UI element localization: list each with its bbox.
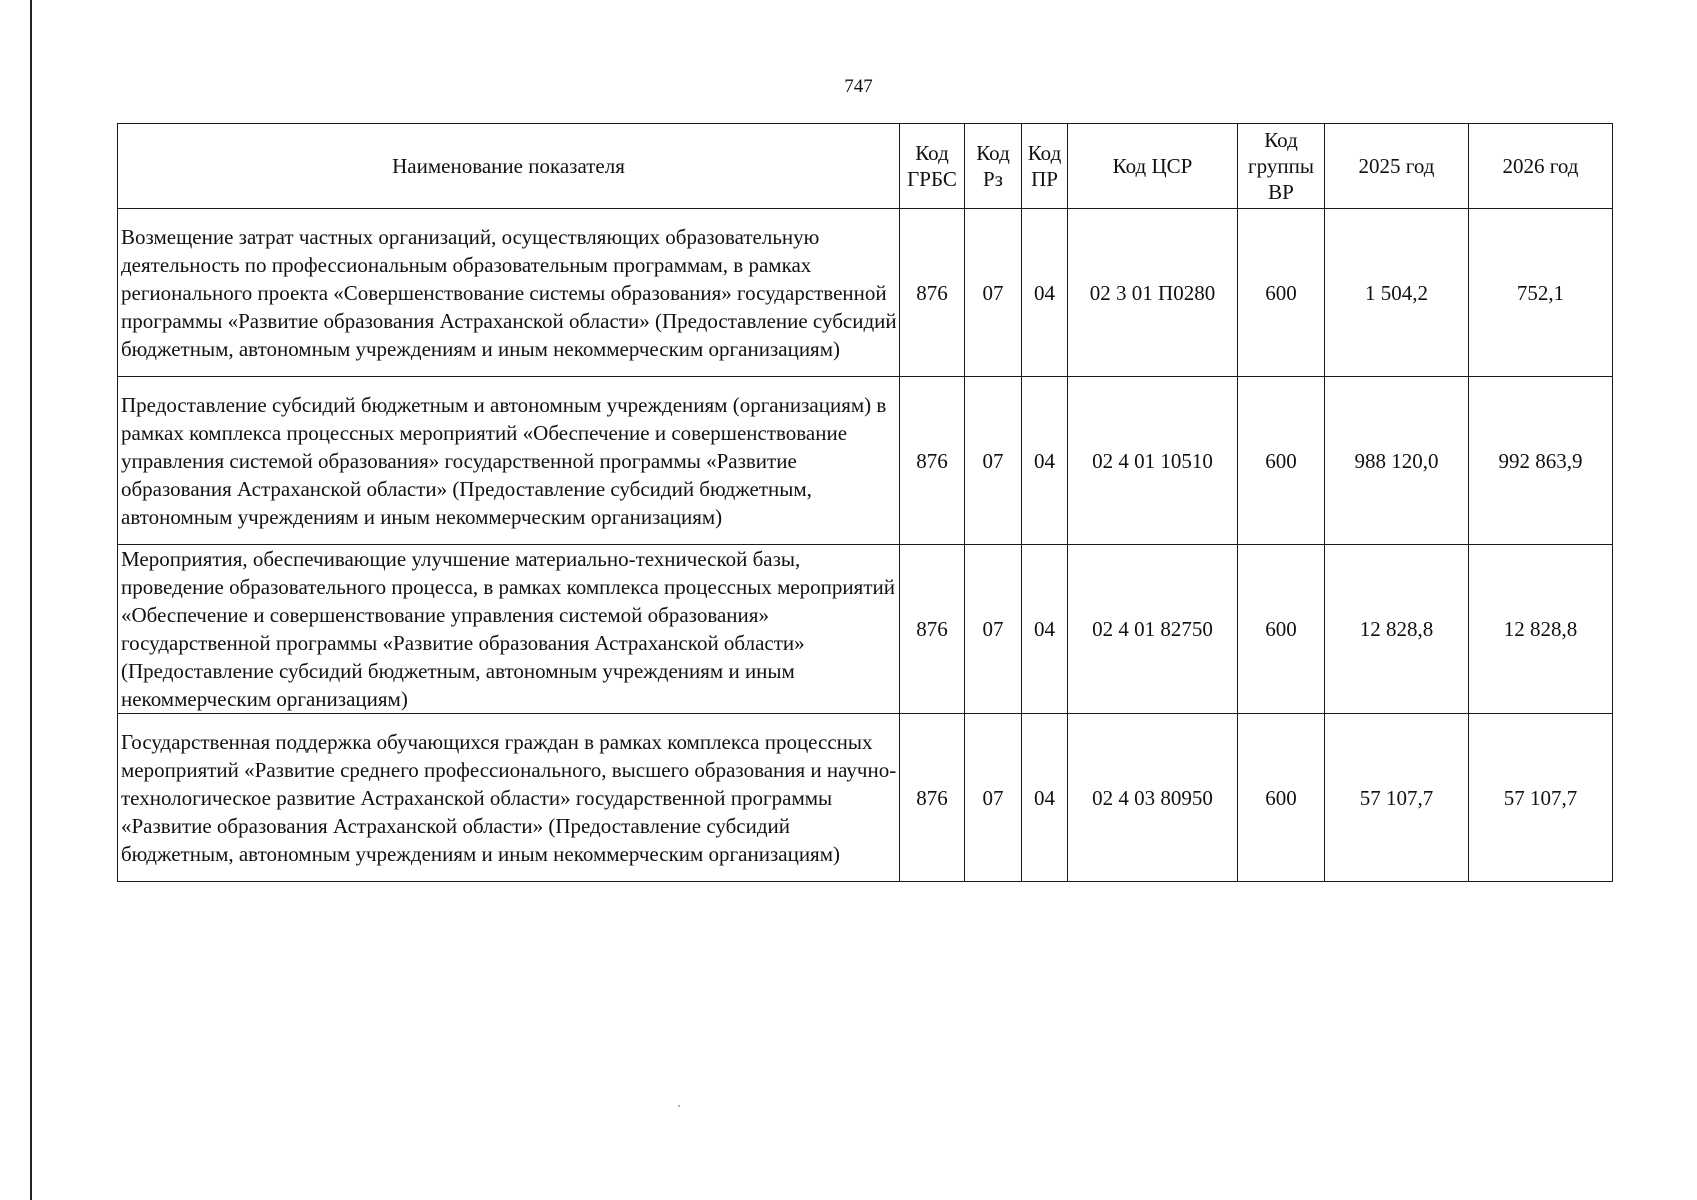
row-rz-cell: 07 — [965, 209, 1022, 377]
row-vr-cell: 600 — [1238, 545, 1325, 714]
header-grbs — [900, 124, 965, 209]
row-grbs-cell: 876 — [900, 714, 965, 882]
scan-speck — [678, 1105, 680, 1107]
row-2025-cell: 57 107,7 — [1325, 714, 1469, 882]
budget-table — [117, 123, 1613, 882]
row-2026-cell: 12 828,8 — [1469, 545, 1613, 714]
row-rz-cell: 07 — [965, 545, 1022, 714]
row-name-cell: Возмещение затрат частных организаций, осуществляющих образовательную деятельность по профессиональным образовательным программам, в рамках регионального проекта «Совершенствование системы образования» государственной программы «Развитие образования Астраханской области» (Предоставление субсидий бюджетным, автономным учреждениям и иным некоммерческим организациям) — [118, 209, 900, 377]
row-rz-cell: 07 — [965, 714, 1022, 882]
row-csr-cell: 02 4 03 80950 — [1068, 714, 1238, 882]
header-pr — [1022, 124, 1068, 209]
header-name: Наименование показателя — [118, 124, 900, 209]
header-pr-line-1: Код — [1027, 141, 1062, 165]
row-csr-cell: 02 3 01 П0280 — [1068, 209, 1238, 377]
row-2025-cell: 12 828,8 — [1325, 545, 1469, 714]
header-csr: Код ЦСР — [1068, 124, 1238, 209]
header-2026: 2026 год — [1469, 124, 1613, 209]
row-2026-cell: 752,1 — [1469, 209, 1613, 377]
table-row — [118, 377, 1613, 545]
row-name-cell: Предоставление субсидий бюджетным и автономным учреждениям (организациям) в рамках комплекса процессных мероприятий «Обеспечение и совершенствование управления системой образования» государственной программы «Развитие образования Астраханской области» (Предоставление субсидий бюджетным, автономным учреждениям и иным некоммерческим организациям) — [118, 377, 900, 545]
row-vr-cell: 600 — [1238, 377, 1325, 545]
row-grbs-cell: 876 — [900, 545, 965, 714]
row-pr-cell: 04 — [1022, 714, 1068, 882]
row-name-cell: Государственная поддержка обучающихся граждан в рамках комплекса процессных мероприятий «Развитие среднего профессионального, высшего образования и научно-технологическое развитие Астраханской области» государственной программы «Развитие образования Астраханской области» (Предоставление субсидий бюджетным, автономным учреждениям и иным некоммерческим организациям) — [118, 714, 900, 882]
row-2025-cell: 988 120,0 — [1325, 377, 1469, 545]
row-grbs-cell: 876 — [900, 209, 965, 377]
row-grbs-cell: 876 — [900, 377, 965, 545]
header-vr-line-2: группы — [1248, 154, 1314, 178]
row-vr-cell: 600 — [1238, 209, 1325, 377]
row-pr-cell: 04 — [1022, 209, 1068, 377]
header-vr — [1238, 124, 1325, 209]
row-name-cell: Мероприятия, обеспечивающие улучшение материально-технической базы, проведение образовательного процесса, в рамках комплекса процессных мероприятий «Обеспечение и совершенствование управления системой образования» государственной программы «Развитие образования Астраханской области» (Предоставление субсидий бюджетным, автономным учреждениям и иным некоммерческим организациям) — [118, 545, 900, 714]
table-header-row — [118, 124, 1613, 209]
row-rz-cell: 07 — [965, 377, 1022, 545]
header-grbs-line-2: ГРБС — [907, 167, 957, 191]
header-pr-line-2: ПР — [1031, 167, 1058, 191]
row-csr-cell: 02 4 01 82750 — [1068, 545, 1238, 714]
table-row — [118, 545, 1613, 714]
header-vr-line-3: ВР — [1268, 180, 1294, 204]
row-csr-cell: 02 4 01 10510 — [1068, 377, 1238, 545]
header-vr-line-1: Код — [1264, 128, 1298, 152]
page-number: 747 — [844, 76, 873, 97]
row-pr-cell: 04 — [1022, 377, 1068, 545]
header-2025: 2025 год — [1325, 124, 1469, 209]
header-rz — [965, 124, 1022, 209]
table-row — [118, 209, 1613, 377]
binding-margin-line — [30, 0, 32, 1200]
row-2026-cell: 992 863,9 — [1469, 377, 1613, 545]
row-pr-cell: 04 — [1022, 545, 1068, 714]
row-2025-cell: 1 504,2 — [1325, 209, 1469, 377]
header-grbs-line-1: Код — [915, 141, 949, 165]
header-rz-line-1: Код — [976, 141, 1010, 165]
header-rz-line-2: Рз — [983, 167, 1003, 191]
table-row — [118, 714, 1613, 882]
row-vr-cell: 600 — [1238, 714, 1325, 882]
row-2026-cell: 57 107,7 — [1469, 714, 1613, 882]
